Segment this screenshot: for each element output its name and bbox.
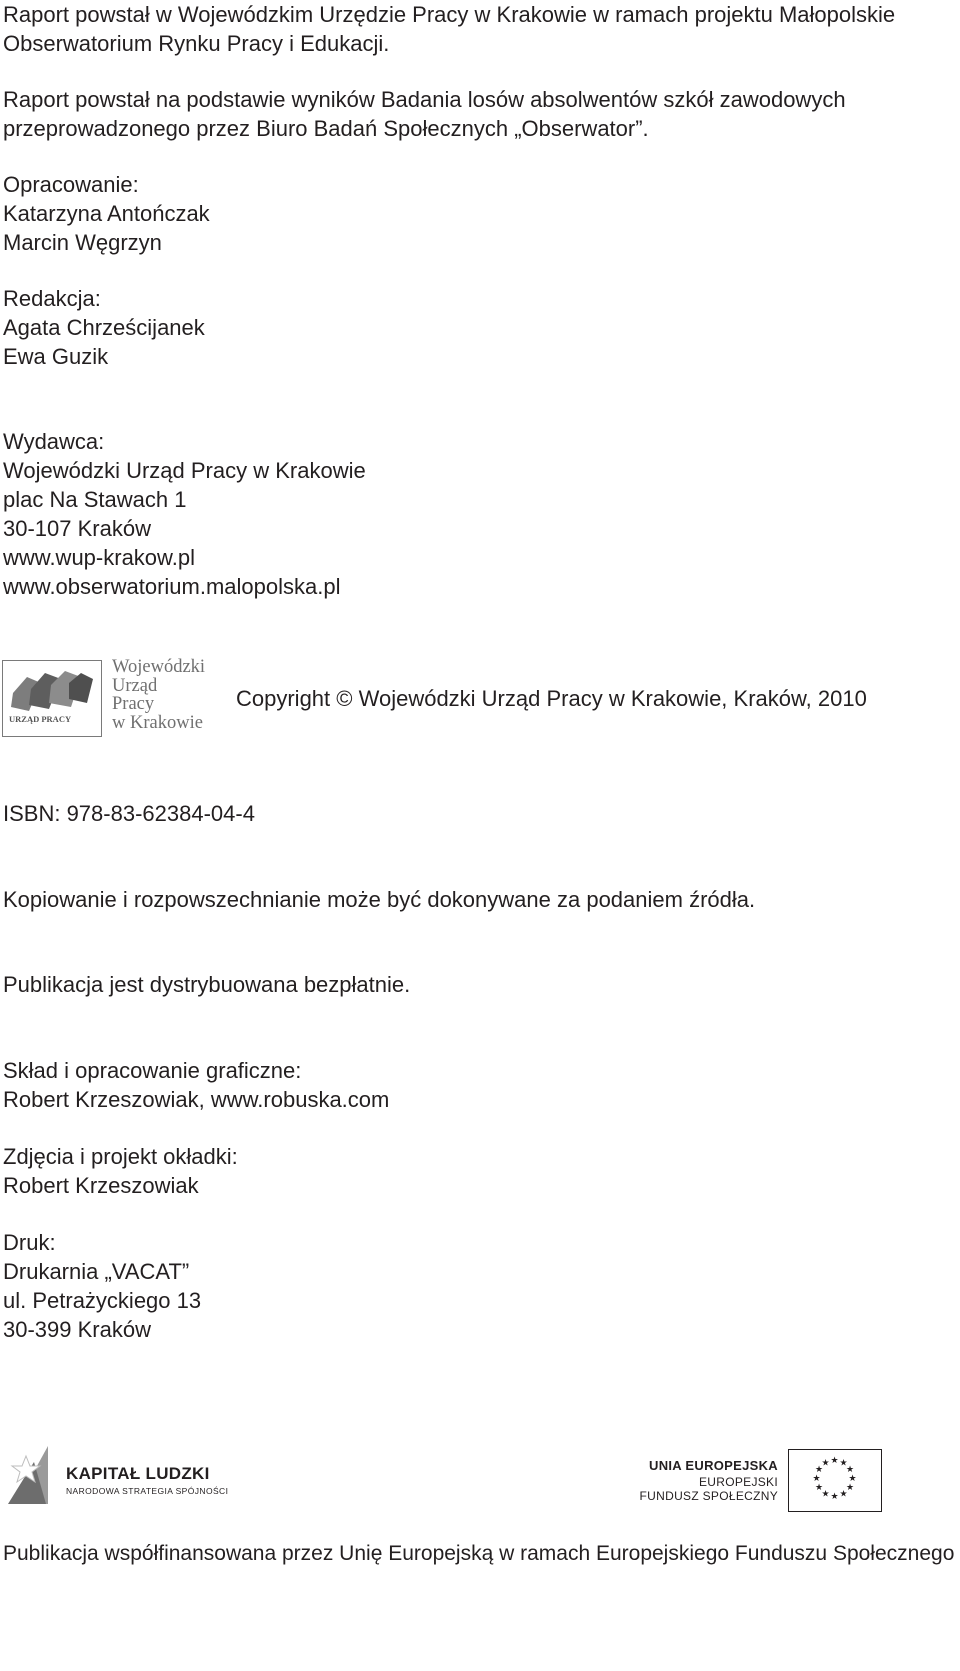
kapital-ludzki-subtitle: NARODOWA STRATEGIA SPÓJNOŚCI [66,1486,229,1496]
eu-flag-icon [788,1449,882,1512]
svg-text:★: ★ [848,1474,857,1484]
svg-text:★: ★ [839,1489,848,1500]
eu-fund-line-2: FUNDUSZ SPOŁECZNY [639,1489,778,1503]
publisher-address: plac Na Stawach 1 [3,487,187,512]
typesetting-heading: Skład i opracowanie graficzne: [3,1058,302,1083]
copying-notice: Kopiowanie i rozpowszechnianie może być dokonywane za podaniem źródła. [3,887,756,912]
kapital-ludzki-title: KAPITAŁ LUDZKI [66,1464,210,1483]
printer-name: Drukarnia „VACAT” [3,1259,190,1284]
intro-line-4: przeprowadzonego przez Biuro Badań Społecznych „Obserwator”. [3,116,649,141]
printer-street: ul. Petrażyckiego 13 [3,1288,202,1313]
publisher-city: 30-107 Kraków [3,516,151,541]
eu-title: UNIA EUROPEJSKA [649,1458,778,1473]
authors-heading: Opracowanie: [3,172,139,197]
svg-text:★: ★ [821,1489,830,1500]
publisher-name: Wojewódzki Urząd Pracy w Krakowie [3,458,366,483]
cofinancing-footer: Publikacja współfinansowana przez Unię Europejską w ramach Europejskiego Funduszu Społecznego [3,1542,955,1565]
svg-text:★: ★ [821,1458,830,1469]
eu-fund-line-1: EUROPEJSKI [698,1475,778,1489]
intro-line-3: Raport powstał na podstawie wyników Badania losów absolwentów szkół zawodowych [3,87,846,112]
svg-text:★: ★ [830,1492,839,1502]
svg-text:★: ★ [812,1474,821,1484]
svg-text:★: ★ [814,1465,824,1475]
intro-line-2: Obserwatorium Rynku Pracy i Edukacji. [3,31,390,56]
wup-logo-wordmark: Wojewódzki Urząd Pracy w Krakowie [112,657,206,733]
editor-name: Ewa Guzik [3,344,109,369]
svg-text:★: ★ [830,1456,839,1466]
photos-heading: Zdjęcia i projekt okładki: [3,1144,238,1169]
svg-text:★: ★ [839,1458,848,1469]
publisher-website: www.wup-krakow.pl [3,545,195,570]
observatory-website: www.obserwatorium.malopolska.pl [3,574,341,599]
intro-line-1: Raport powstał w Wojewódzkim Urzędzie Pracy w Krakowie w ramach projektu Małopolskie [3,2,896,27]
printing-heading: Druk: [3,1230,56,1255]
svg-text:★: ★ [845,1483,855,1493]
wup-logo [2,657,217,742]
editors-heading: Redakcja: [3,286,101,311]
eu-logo [639,1446,888,1516]
kapital-ludzki-emblem-icon [6,1442,58,1510]
wup-logo-mark [2,660,102,737]
eu-stars-icon [789,1450,880,1510]
author-name: Marcin Węgrzyn [3,230,162,255]
printer-city: 30-399 Kraków [3,1317,151,1342]
copyright-notice: Copyright © Wojewódzki Urząd Pracy w Krakowie, Kraków, 2010 [236,686,867,711]
svg-text:★: ★ [845,1465,855,1475]
kapital-ludzki-logo [6,1442,236,1514]
editor-name: Agata Chrześcijanek [3,315,205,340]
distribution-notice: Publikacja jest dystrybuowana bezpłatnie. [3,972,411,997]
publisher-heading: Wydawca: [3,429,105,454]
isbn: ISBN: 978-83-62384-04-4 [3,801,255,826]
wup-logo-caption: URZĄD PRACY [9,714,72,724]
typesetting-value: Robert Krzeszowiak, www.robuska.com [3,1087,390,1112]
photos-value: Robert Krzeszowiak [3,1173,199,1198]
wup-emblem-icon [7,667,97,715]
svg-text:★: ★ [814,1483,824,1493]
author-name: Katarzyna Antończak [3,201,210,226]
